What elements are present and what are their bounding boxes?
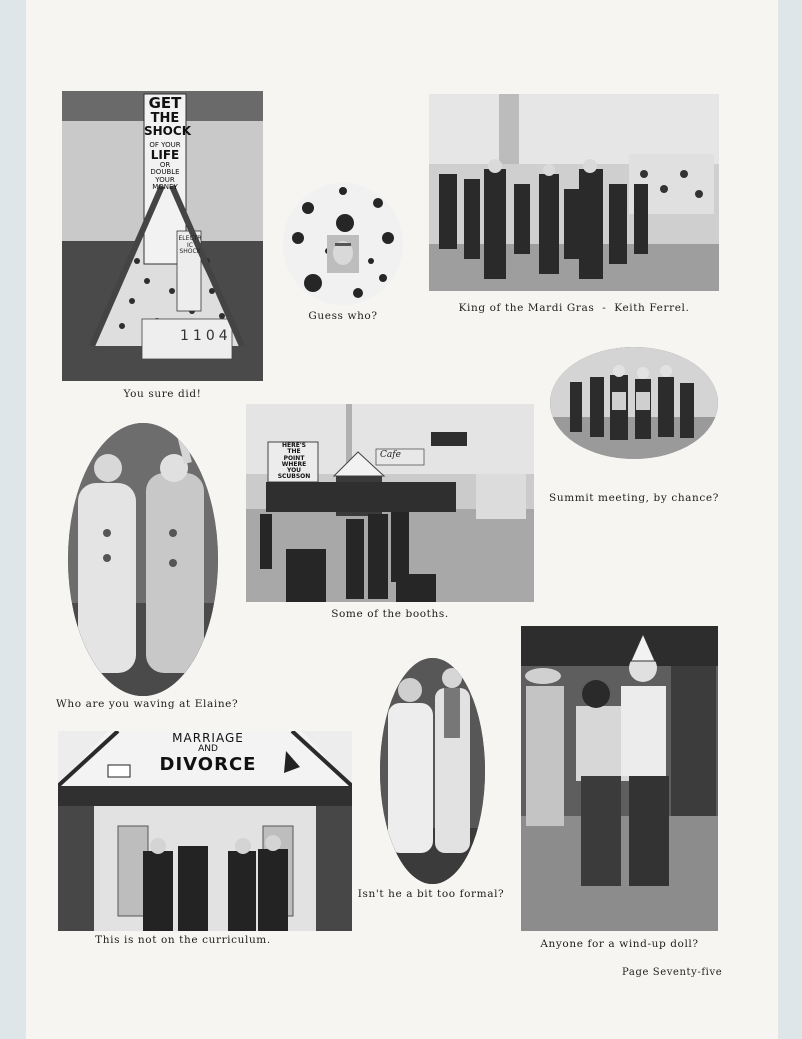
photo-king-mardi-gras — [429, 94, 719, 291]
caption-clowns: Who are you waving at Elaine? — [56, 698, 239, 710]
booths-sign-text — [270, 443, 318, 481]
volcano-sign-line: SHOCK — [144, 124, 191, 139]
marriage-sign-line2: AND — [198, 744, 218, 755]
booths-sign-line: SCUBSON — [277, 473, 311, 481]
volcano-side-sign: ELECTRIC SHOCK — [178, 235, 202, 256]
caption-guess-who: Guess who? — [308, 310, 378, 322]
caption-booths: Some of the booths. — [331, 608, 449, 620]
photo-guess-who — [283, 183, 403, 305]
volcano-sign-line: YOUR — [155, 175, 175, 184]
volcano-sign-line: LIFE — [150, 148, 180, 163]
volcano-sign-text — [144, 94, 191, 191]
volcano-booth-number: 1104 — [180, 328, 232, 344]
booths-sign-line: YOU — [286, 467, 302, 475]
booths-banner-text: Cafe — [380, 450, 401, 460]
booths-sign-line: THE — [287, 448, 301, 456]
volcano-sign-line: MONEY — [152, 182, 178, 191]
volcano-sign-line: THE — [150, 110, 180, 126]
booths-sign-line: POINT — [283, 454, 305, 462]
page-number: Page Seventy-five — [622, 967, 723, 978]
photo-clowns — [68, 423, 218, 696]
photo-booths — [246, 404, 534, 602]
photo-wind-up-doll — [521, 626, 718, 931]
marriage-sign-text — [150, 732, 266, 775]
photo-summit-meeting — [550, 347, 718, 459]
caption-summit: Summit meeting, by chance? — [549, 492, 719, 504]
volcano-sign-line: OR — [159, 160, 171, 169]
marriage-sign-line3: DIVORCE — [159, 754, 257, 776]
volcano-sign-line: OF YOUR — [149, 140, 181, 149]
caption-formal: Isn't he a bit too formal? — [357, 888, 505, 900]
caption-king: King of the Mardi Gras - Keith Ferrel. — [458, 302, 690, 314]
caption-marriage: This is not on the curriculum. — [95, 934, 271, 946]
photo-too-formal — [380, 658, 485, 884]
marriage-sign-line1: MARRIAGE — [172, 731, 244, 745]
booths-sign-line: HERE'S — [282, 442, 306, 449]
volcano-sign-line: GET — [148, 94, 182, 112]
caption-volcano: You sure did! — [123, 388, 202, 400]
booths-sign-line: WHERE — [281, 460, 307, 468]
volcano-sign-line: DOUBLE — [150, 168, 180, 177]
caption-doll: Anyone for a wind-up doll? — [540, 938, 699, 950]
